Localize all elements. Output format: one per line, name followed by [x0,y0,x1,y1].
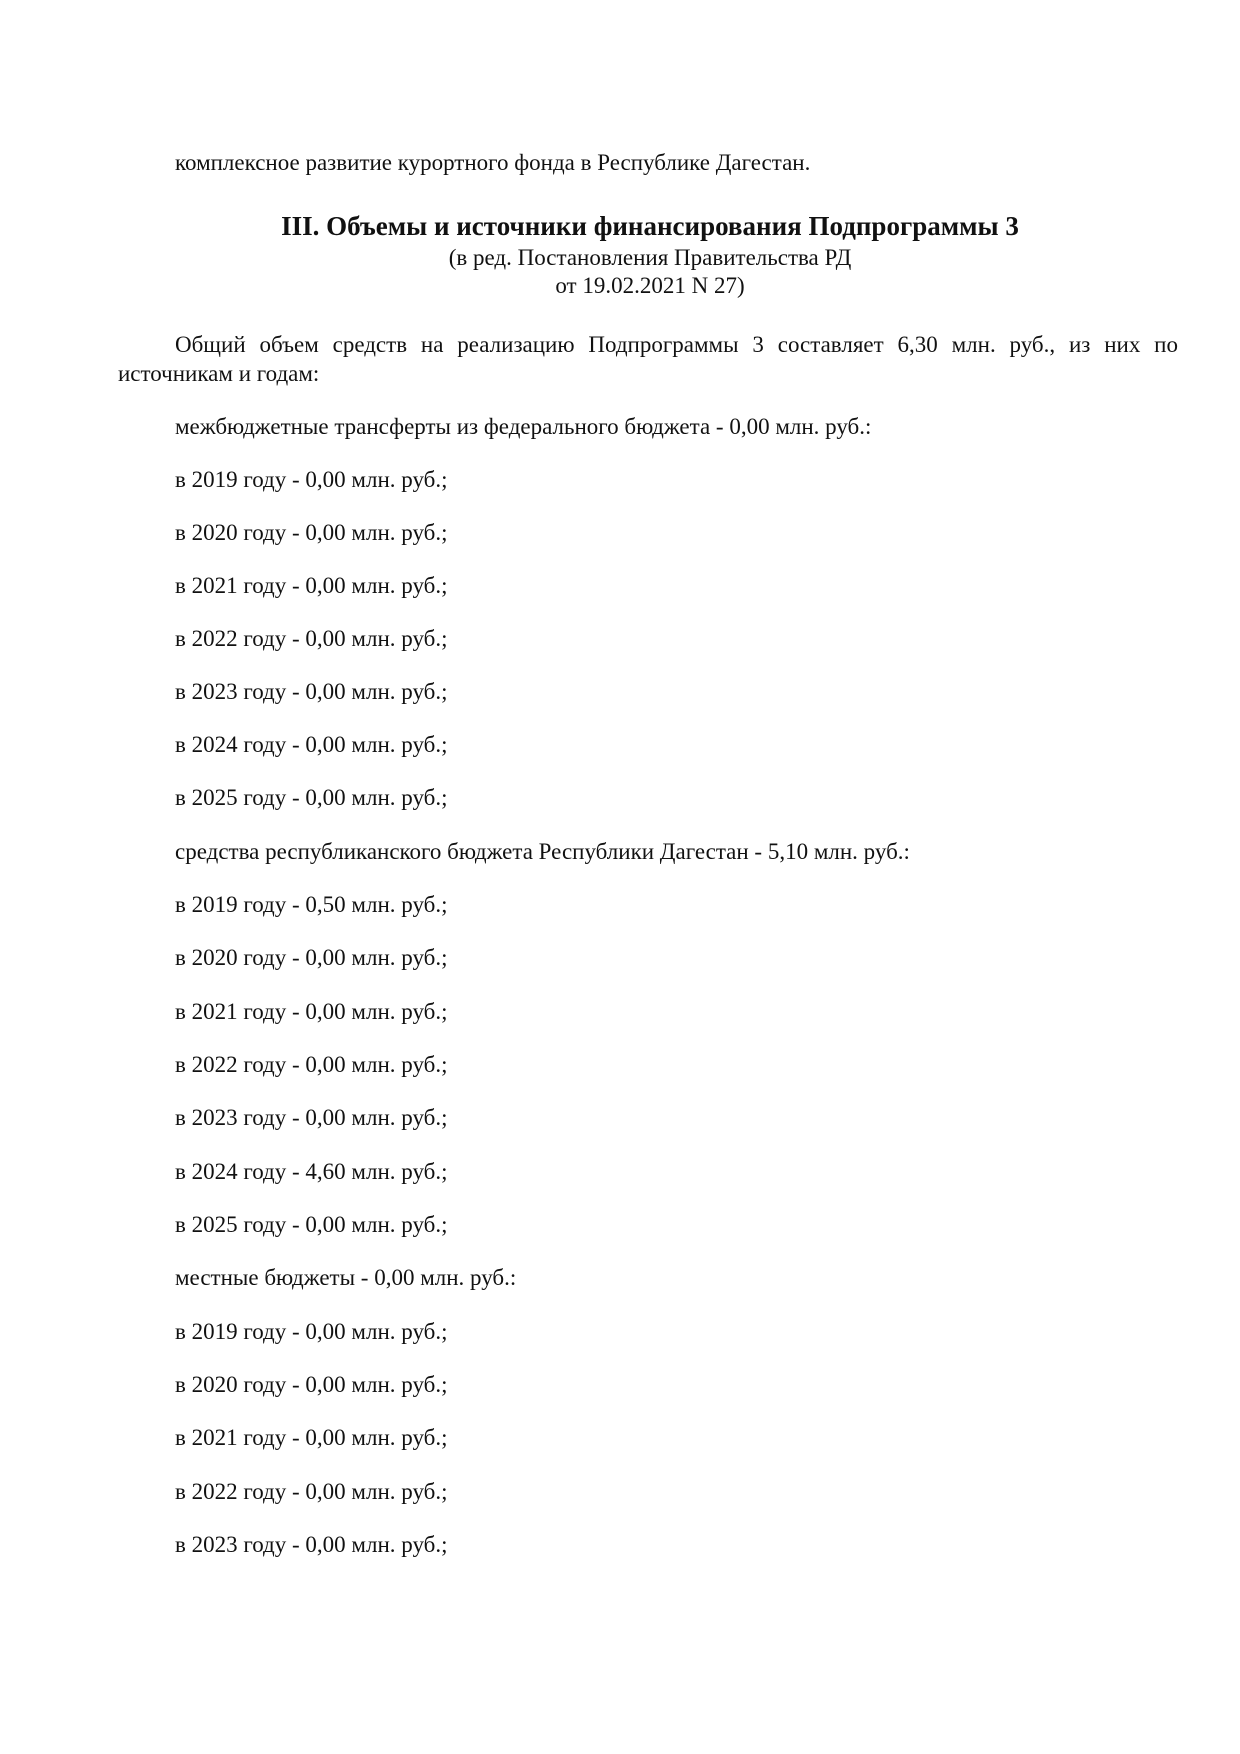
list-item: в 2019 году - 0,00 млн. руб.; [175,467,448,492]
list-item: в 2023 году - 0,00 млн. руб.; [175,1532,448,1557]
amendment-line-2: от 19.02.2021 N 27) [555,273,745,298]
list-item: в 2022 году - 0,00 млн. руб.; [175,626,448,651]
total-paragraph: Общий объем средств на реализацию Подпрограммы 3 составляет 6,30 млн. руб., из них по источникам и годам: [118,332,1178,386]
list-item: в 2021 году - 0,00 млн. руб.; [175,999,448,1024]
list-item: в 2022 году - 0,00 млн. руб.; [175,1479,448,1504]
list-item: в 2020 году - 0,00 млн. руб.; [175,520,448,545]
list-item: в 2025 году - 0,00 млн. руб.; [175,785,448,810]
list-item: в 2024 году - 0,00 млн. руб.; [175,732,448,757]
list-item: в 2020 году - 0,00 млн. руб.; [175,1372,448,1397]
list-item: в 2025 году - 0,00 млн. руб.; [175,1212,448,1237]
amendment-line-1: (в ред. Постановления Правительства РД [448,245,852,270]
list-item: в 2019 году - 0,00 млн. руб.; [175,1319,448,1344]
list-item: в 2021 году - 0,00 млн. руб.; [175,1425,448,1450]
list-item: в 2020 году - 0,00 млн. руб.; [175,945,448,970]
source-title-federal: межбюджетные трансферты из федерального бюджета - 0,00 млн. руб.: [175,414,872,439]
list-item: в 2023 году - 0,00 млн. руб.; [175,679,448,704]
intro-line: комплексное развитие курортного фонда в Республике Дагестан. [175,150,811,175]
source-title-local: местные бюджеты - 0,00 млн. руб.: [175,1265,517,1290]
section-title: III. Объемы и источники финансирования Подпрограммы 3 [281,211,1019,241]
source-title-republican: средства республиканского бюджета Республики Дагестан - 5,10 млн. руб.: [175,839,910,864]
list-item: в 2022 году - 0,00 млн. руб.; [175,1052,448,1077]
list-item: в 2021 году - 0,00 млн. руб.; [175,573,448,598]
list-item: в 2019 году - 0,50 млн. руб.; [175,892,448,917]
list-item: в 2023 году - 0,00 млн. руб.; [175,1105,448,1130]
list-item: в 2024 году - 4,60 млн. руб.; [175,1159,448,1184]
